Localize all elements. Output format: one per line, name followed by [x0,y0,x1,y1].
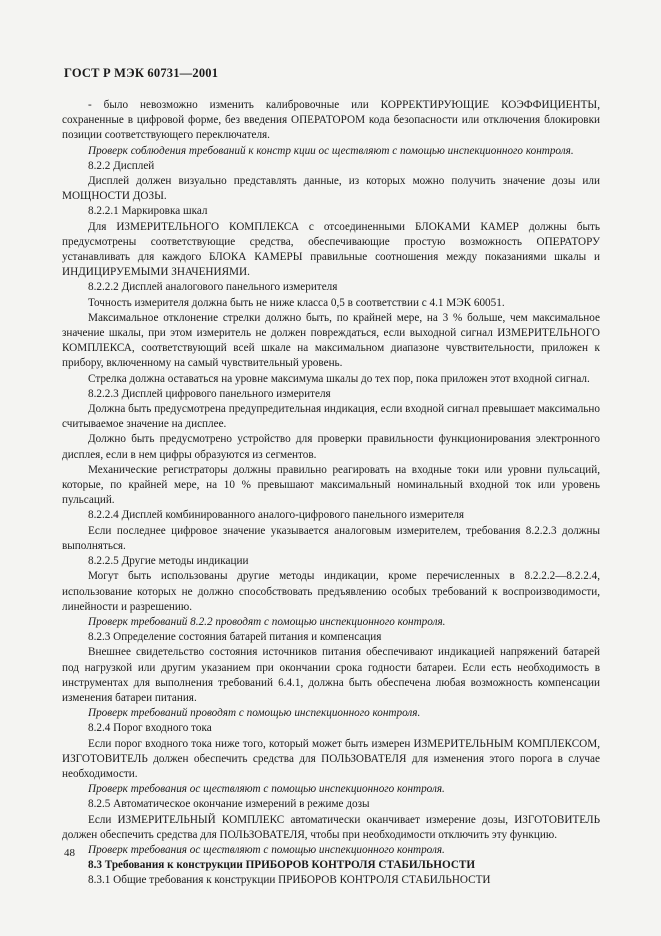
paragraph: Если ИЗМЕРИТЕЛЬНЫЙ КОМПЛЕКС автоматически оканчивает измерение дозы, ИЗГОТОВИТЕЛЬ должен обеспечить средства для ПОЛЬЗОВАТЕЛЯ, чтобы при необходимости отключить эту функцию. [62,813,600,841]
paragraph: Максимальное отклонение стрелки должно быть, по крайней мере, на 3 % больше, чем максимальное значение шкалы, при этом измеритель не должен повреждаться, если выходной сигнал ИЗМЕРИТЕЛЬНОГО КОМПЛЕКСА, соответствующий всей шкале на максимальном диапазоне чувствительности, приложен к прибору, включенному на самый чувствительный уровень. [62,311,600,370]
section-heading: 8.2.2.4 Дисплей комбинированного аналого-цифрового панельного измерителя [88,509,465,522]
paragraph: - было невозможно изменить калибровочные или КОРРЕКТИРУЮЩИЕ КОЭФФИЦИЕНТЫ, сохраненные в цифровой форме, без введения ОПЕРАТОРОМ кода безопасности или отключения блокировки позиции соответствующего переключателя. [62,99,600,142]
document-header: ГОСТ Р МЭК 60731—2001 [64,66,219,80]
page-number: 48 [64,847,75,859]
paragraph: Стрелка должна оставаться на уровне максимума шкалы до тех пор, пока приложен этот входной сигнал. [88,372,590,385]
paragraph: Механические регистраторы должны правильно реагировать на входные токи или уровни пульсаций, которые, по крайней мере, на 10 % превышают максимальный номинальный входной ток или уровень пульсаций. [62,463,600,507]
check-note: Проверк требований 8.2.2 проводят с помощью инспекционного контроля. [88,615,446,628]
paragraph: Должно быть предусмотрено устройство для проверки правильности функционирования электронного дисплея, если в нем цифры образуются из сегментов. [62,433,600,461]
check-note: Проверк требований проводят с помощью инспекционного контроля. [88,707,421,720]
section-heading: 8.3.1 Общие требования к конструкции ПРИБОРОВ КОНТРОЛЯ СТАБИЛЬНОСТИ [88,874,491,887]
section-heading: 8.2.2.1 Маркировка шкал [88,205,208,218]
section-heading: 8.2.5 Автоматическое окончание измерений в режиме дозы [88,798,370,811]
paragraph: Если порог входного тока ниже того, который может быть измерен ИЗМЕРИТЕЛЬНЫМ КОМПЛЕКСОМ, ИЗГОТОВИТЕЛЬ должен обеспечить средства для ПОЛЬЗОВАТЕЛЯ для изменения этого порога в случае необходимости. [62,737,600,780]
paragraph: Если последнее цифровое значение указывается аналоговым измерителем, требования 8.2.2.3 должны выполняться. [62,524,600,552]
section-heading: 8.2.4 Порог входного тока [88,722,212,735]
paragraph: Внешнее свидетельство состояния источников питания обеспечивают индикацией напряжений батарей под нагрузкой или другим указанием при окончании срока годности батареи. Если есть необходимость в инструментах для выполнения требований 6.4.1, должна быть обеспечена любая возможность компенсации изменения батареи питания. [62,646,600,704]
section-heading: 8.2.2.2 Дисплей аналогового панельного измерителя [88,281,338,294]
document-body [62,98,600,889]
section-heading: 8.2.2 Дисплей [88,159,155,172]
paragraph: Точность измерителя должна быть не ниже класса 0,5 в соответствии с 4.1 МЭК 60051. [88,296,505,309]
section-heading: 8.2.3 Определение состояния батарей питания и компенсация [88,631,382,644]
check-note: Проверк требования ос ществляют с помощью инспекционного контроля. [88,783,445,796]
paragraph: Могут быть использованы другие методы индикации, кроме перечисленных в 8.2.2.2—8.2.2.4, использование которых не должно способствовать предъявлению особых требований к воспроизводимости, линейности и разрешению. [62,570,600,613]
section-heading: 8.3 Требования к конструкции ПРИБОРОВ КОНТРОЛЯ СТАБИЛЬНОСТИ [88,859,476,872]
paragraph: Должна быть предусмотрена предупредительная индикация, если входной сигнал превышает максимально считываемое значение на дисплее. [62,403,600,431]
check-note: Проверк требования ос ществляют с помощью инспекционного контроля. [88,843,445,856]
section-heading: 8.2.2.5 Другие методы индикации [88,555,249,568]
paragraph: Дисплей должен визуально представлять данные, из которых можно получить значение дозы или МОЩНОСТИ ДОЗЫ. [62,175,600,203]
paragraph: Для ИЗМЕРИТЕЛЬНОГО КОМПЛЕКСА с отсоединенными БЛОКАМИ КАМЕР должны быть предусмотрены соответствующие средства, обеспечивающие простую возможность ОПЕРАТОРУ устанавливать для каждого БЛОКА КАМЕРЫ правильные соотношения между показаниями шкалы и ИНДИЦИРУЕМЫМИ ЗНАЧЕНИЯМИ. [62,220,600,279]
check-note: Проверк соблюдения требований к констр кции ос ществляют с помощью инспекционного контроля. [88,144,574,157]
section-heading: 8.2.2.3 Дисплей цифрового панельного измерителя [88,387,331,400]
